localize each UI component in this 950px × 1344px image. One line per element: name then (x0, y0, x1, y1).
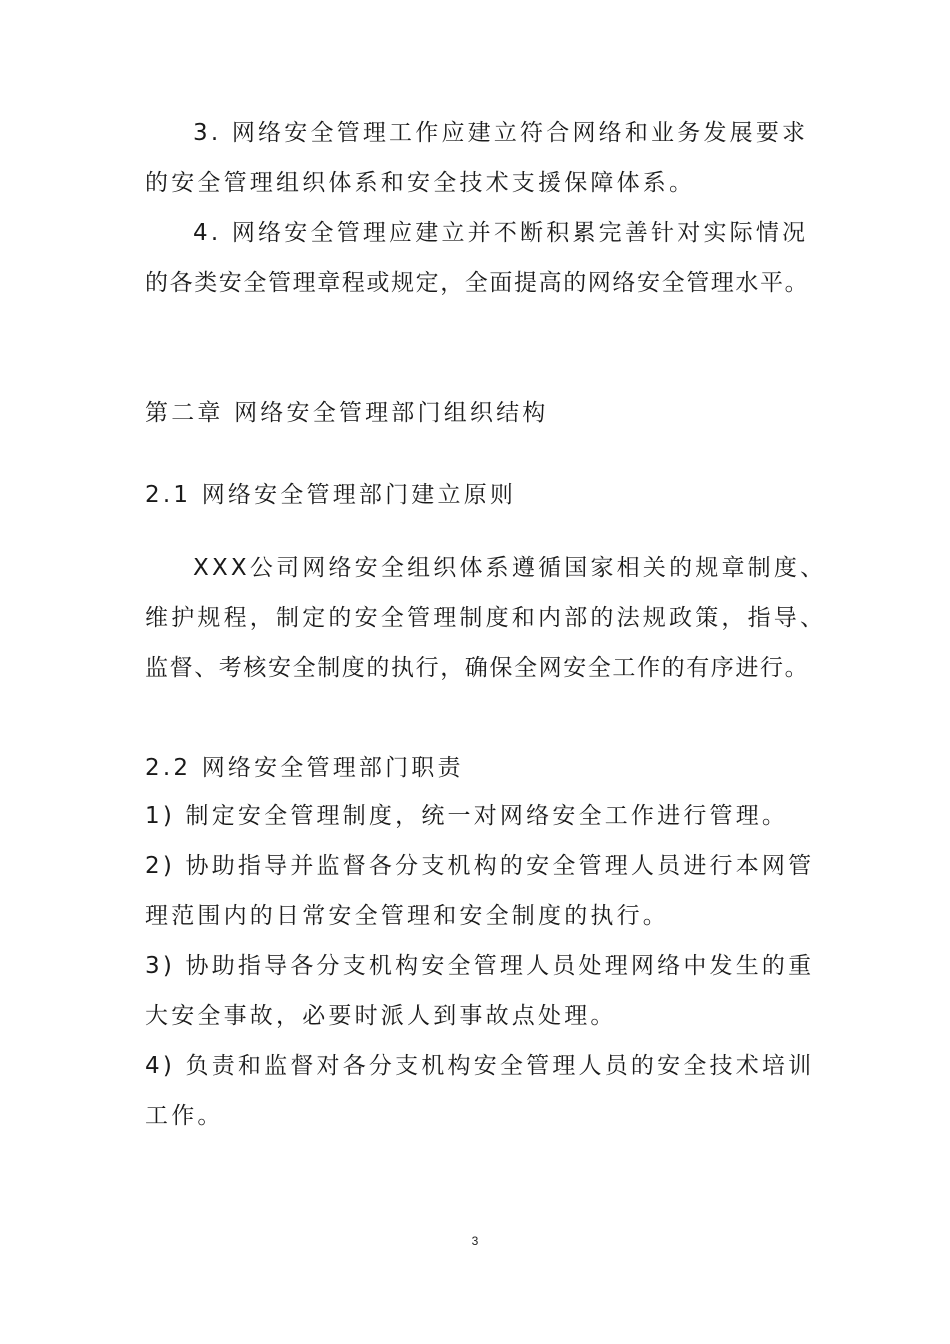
item-3-line-2: 的安全管理组织体系和安全技术支援保障体系。 (145, 170, 696, 196)
duty-item-2-line-2: 理范围内的日常安全管理和安全制度的执行。 (145, 903, 669, 929)
item-4-line-2: 的各类安全管理章程或规定，全面提高的网络安全管理水平。 (145, 270, 810, 296)
duty-item-3-line-1: 3) 协助指导各分支机构安全管理人员处理网络中发生的重 (145, 953, 815, 979)
item-3-line-1: 3. 网络安全管理工作应建立符合网络和业务发展要求 (193, 120, 809, 146)
item-4-line-1: 4. 网络安全管理应建立并不断积累完善针对实际情况 (193, 220, 809, 246)
duty-item-1-line-1: 1) 制定安全管理制度，统一对网络安全工作进行管理。 (145, 803, 789, 829)
duty-item-2-line-1: 2) 协助指导并监督各分支机构的安全管理人员进行本网管 (145, 853, 815, 879)
chapter-title: 第二章 网络安全管理部门组织结构 (145, 400, 549, 426)
duty-item-4-line-1: 4) 负责和监督对各分支机构安全管理人员的安全技术培训 (145, 1053, 815, 1079)
duty-item-3-line-2: 大安全事故，必要时派人到事故点处理。 (145, 1003, 617, 1029)
section-2-1-para-line-1: XXX公司网络安全组织体系遵循国家相关的规章制度、 (193, 555, 827, 581)
section-2-1-heading: 2.1 网络安全管理部门建立原则 (145, 482, 517, 508)
section-2-1-para-line-3: 监督、考核安全制度的执行，确保全网安全工作的有序进行。 (145, 655, 810, 681)
section-2-1-para-line-2: 维护规程，制定的安全管理制度和内部的法规政策，指导、 (145, 605, 827, 631)
page-number: 3 (471, 1234, 479, 1248)
duty-item-4-line-2: 工作。 (145, 1103, 224, 1129)
section-2-2-heading: 2.2 网络安全管理部门职责 (145, 755, 464, 781)
